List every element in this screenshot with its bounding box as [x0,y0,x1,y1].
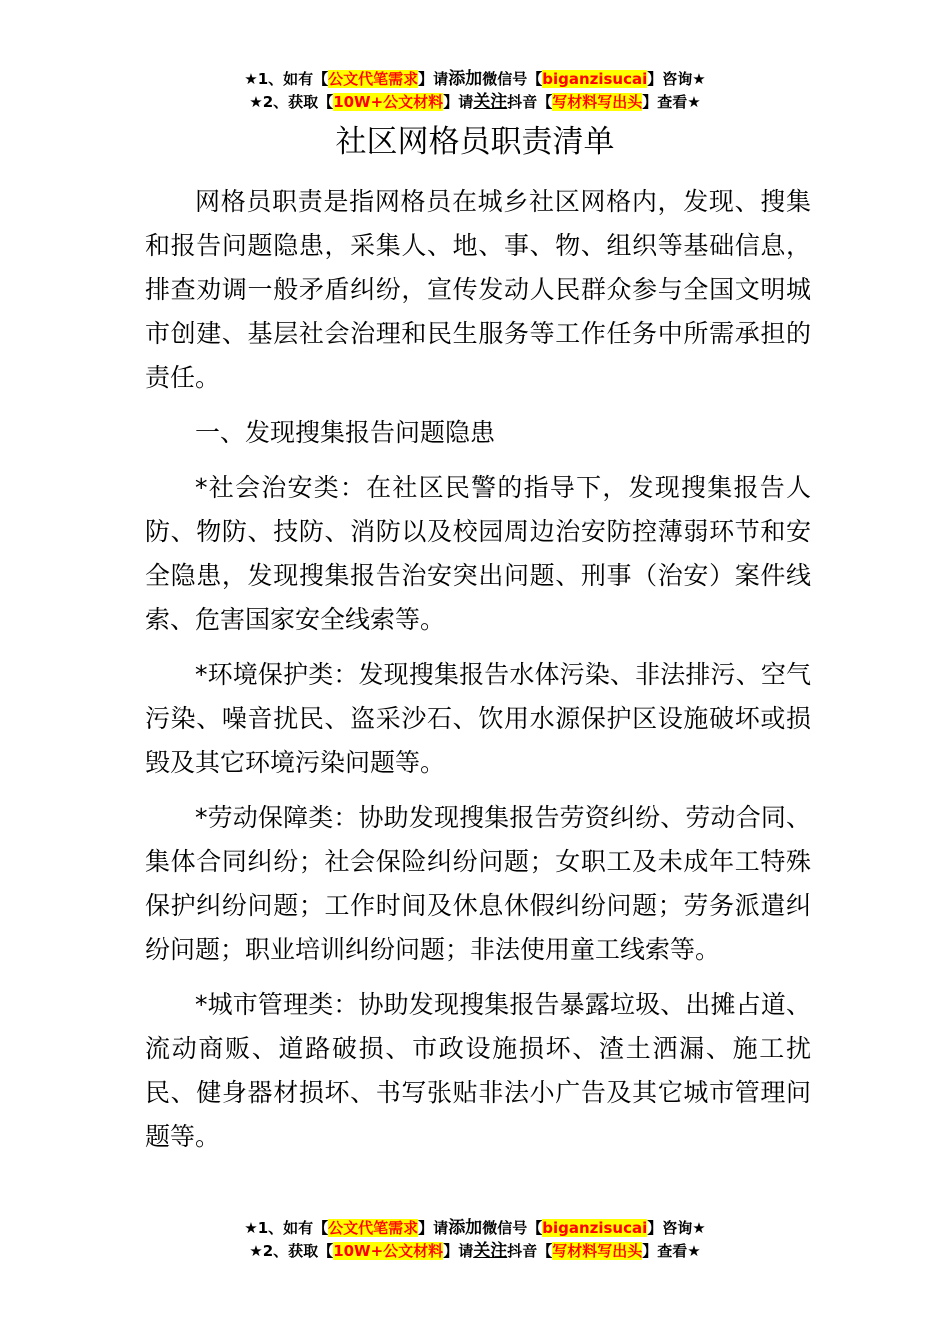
promo-text: 微信号【 [482,70,543,88]
promo-line-2 [0,91,950,114]
promo-text: ★2、获取【 [249,1242,334,1260]
promo-text: ★1、如有【 [244,1219,329,1237]
promo-text: 】咨询★ [647,70,706,88]
promo-text: 】请 [418,1219,449,1237]
promo-line-2 [0,1240,950,1263]
paragraph-public-security: *社会治安类：在社区民警的指导下，发现搜集报告人防、物防、技防、消防以及校园周边治安防控薄弱环节和安全隐患，发现搜集报告治安突出问题、刑事（治安）案件线索、危害国家安全线索等。 [145,473,811,634]
promo-text: 】请 [443,93,474,111]
document-title: 社区网格员职责清单 [335,124,615,160]
promo-highlight-materials: 10W+公文材料 [333,93,444,111]
promo-text: 抖音【 [507,1242,553,1260]
promo-text: ★2、获取【 [249,93,334,111]
promo-highlight-ghostwriting: 公文代笔需求 [328,1219,419,1237]
promo-header [0,68,950,114]
paragraph-environment: *环境保护类：发现搜集报告水体污染、非法排污、空气污染、噪音扰民、盗采沙石、饮用水源保护区设施破坏或损毁及其它环境污染问题等。 [145,660,811,777]
paragraph-city-management: *城市管理类：协助发现搜集报告暴露垃圾、出摊占道、流动商贩、道路破损、市政设施损坏、渣土洒漏、施工扰民、健身器材损坏、书写张贴非法小广告及其它城市管理问题等。 [145,990,811,1151]
promo-highlight-materials: 10W+公文材料 [333,1242,444,1260]
promo-highlight-douyin: 写材料写出头 [552,1242,643,1260]
section-heading: 一、发现搜集报告问题隐患 [195,418,496,447]
promo-text: 】请 [418,70,449,88]
promo-emphasis-follow: 关注 [473,1241,508,1261]
promo-line-1 [0,1217,950,1240]
promo-text: 】请 [443,1242,474,1260]
promo-text: 抖音【 [507,93,553,111]
promo-highlight-ghostwriting: 公文代笔需求 [328,70,419,88]
promo-text: 微信号【 [482,1219,543,1237]
document-body [145,180,811,1170]
promo-footer [0,1217,950,1263]
promo-line-1 [0,68,950,91]
paragraph-labor: *劳动保障类：协助发现搜集报告劳资纠纷、劳动合同、集体合同纠纷；社会保险纠纷问题；女职工及未成年工特殊保护纠纷问题；工作时间及休息休假纠纷问题；劳务派遣纠纷问题；职业培训纠纷问题；非法使用童工线索等。 [145,803,811,964]
promo-text: 】咨询★ [647,1219,706,1237]
promo-emphasis-follow: 关注 [473,92,508,112]
promo-emphasis-add: 添加 [448,1218,483,1238]
promo-highlight-douyin: 写材料写出头 [552,93,643,111]
promo-text: 】查看★ [642,1242,701,1260]
paragraph-intro: 网格员职责是指网格员在城乡社区网格内，发现、搜集和报告问题隐患，采集人、地、事、物、组织等基础信息，排查劝调一般矛盾纠纷，宣传发动人民群众参与全国文明城市创建、基层社会治理和民生服务等工作任务中所需承担的责任。 [145,187,811,392]
promo-highlight-wechat-id: biganzisucai [542,70,648,88]
promo-text: ★1、如有【 [244,70,329,88]
promo-highlight-wechat-id: biganzisucai [542,1219,648,1237]
promo-text: 】查看★ [642,93,701,111]
promo-emphasis-add: 添加 [448,69,483,89]
